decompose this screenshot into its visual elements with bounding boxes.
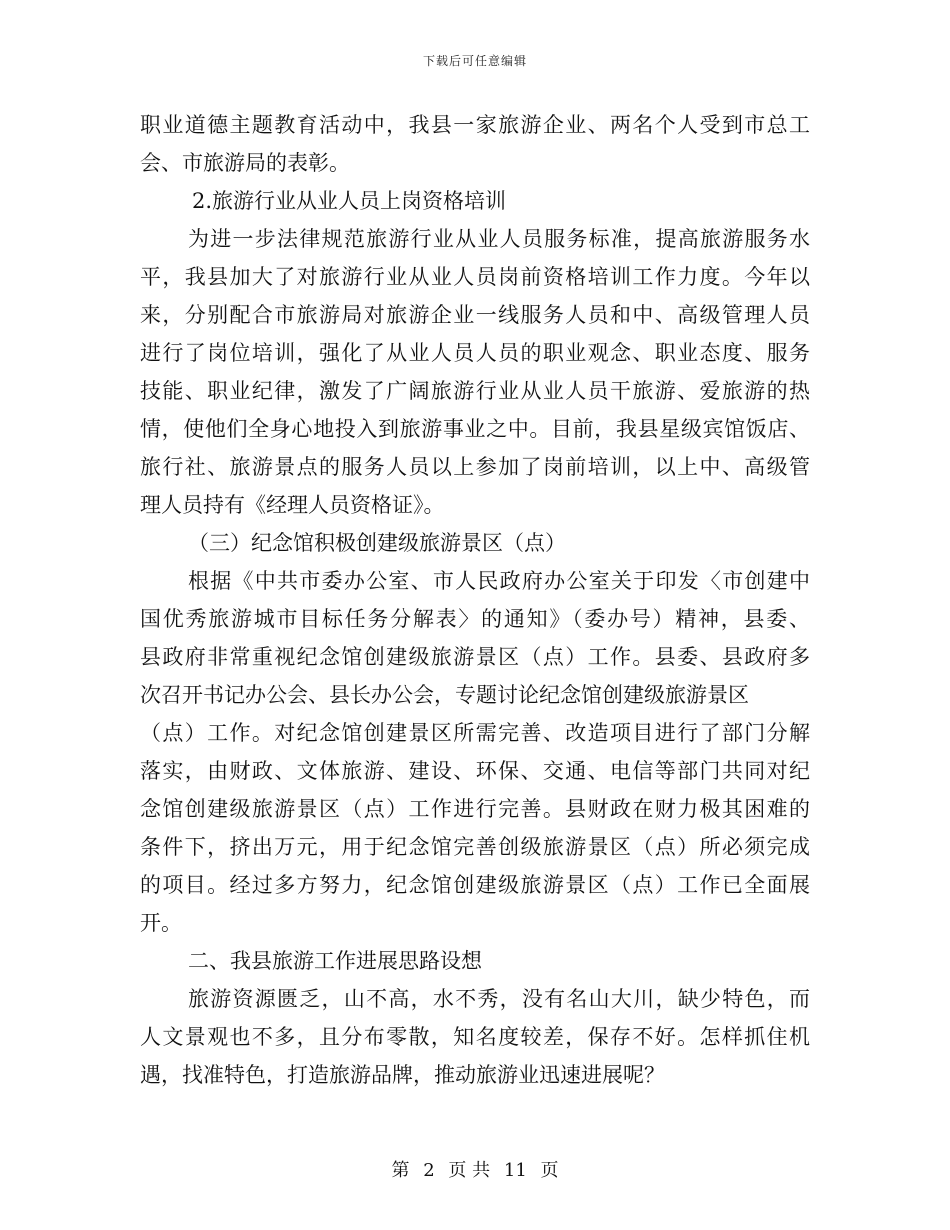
body-line: 技能、职业纪律，激发了广阔旅游行业从业人员干旅游、爱旅游的热 — [140, 379, 810, 403]
current-page-number: 2 — [423, 1160, 435, 1181]
body-line: 条件下，挤出万元，用于纪念馆完善创级旅游景区（点）所必须完成 — [140, 835, 810, 859]
section-heading: 2.旅游行业从业人员上岗资格培训 — [192, 189, 507, 213]
body-line: 人文景观也不多，且分布零散，知名度较差，保存不好。怎样抓住机 — [140, 1025, 810, 1049]
body-line: 情，使他们全身心地投入到旅游事业之中。目前，我县星级宾馆饭店、 — [140, 417, 810, 441]
section-heading: 二、我县旅游工作进展思路设想 — [188, 949, 482, 973]
page-footer — [0, 1156, 950, 1182]
body-line: 落实，由财政、文体旅游、建设、环保、交通、电信等部门共同对纪 — [140, 759, 810, 783]
body-line: 遇，找准特色，打造旅游品牌，推动旅游业迅速进展呢？ — [140, 1063, 665, 1087]
body-line: 平，我县加大了对旅游行业从业人员岗前资格培训工作力度。今年以 — [140, 265, 810, 289]
body-line: 来，分别配合市旅游局对旅游企业一线服务人员和中、高级管理人员 — [140, 303, 810, 327]
body-line: 职业道德主题教育活动中，我县一家旅游企业、两名个人受到市总工 — [140, 113, 810, 137]
body-line: 旅行社、旅游景点的服务人员以上参加了岗前培训，以上中、高级管 — [140, 455, 810, 479]
document-body — [140, 106, 810, 1094]
footer-middle: 页 共 — [448, 1160, 491, 1181]
body-line: 旅游资源匮乏，山不高，水不秀，没有名山大川，缺少特色，而 — [188, 987, 810, 1011]
body-line: 的项目。经过多方努力，纪念馆创建级旅游景区（点）工作已全面展 — [140, 873, 810, 897]
body-line: 进行了岗位培训，强化了从业人员人员的职业观念、职业态度、服务 — [140, 341, 810, 365]
body-line: 为进一步法律规范旅游行业从业人员服务标准，提高旅游服务水 — [188, 227, 810, 251]
body-line: 会、市旅游局的表彰。 — [140, 151, 350, 175]
page-header: 下载后可任意编辑 — [422, 54, 527, 68]
footer-prefix: 第 — [391, 1160, 410, 1181]
body-line: 次召开书记办公会、县长办公会，专题讨论纪念馆创建级旅游景区 — [140, 683, 749, 707]
body-line: （点）工作。对纪念馆创建景区所需完善、改造项目进行了部门分解 — [140, 721, 810, 745]
body-line: 开。 — [140, 911, 182, 935]
footer-suffix: 页 — [540, 1160, 559, 1181]
body-line: 理人员持有《经理人员资格证》。 — [140, 493, 445, 517]
body-line: 根据《中共市委办公室、市人民政府办公室关于印发〈市创建中 — [188, 569, 810, 593]
body-line: 国优秀旅游城市目标任务分解表〉的通知》（委办号）精神，县委、 — [140, 607, 810, 631]
total-page-count: 11 — [503, 1160, 527, 1181]
section-heading: （三）纪念馆积极创建级旅游景区（点） — [188, 531, 566, 555]
body-line: 念馆创建级旅游景区（点）工作进行完善。县财政在财力极其困难的 — [140, 797, 810, 821]
body-line: 县政府非常重视纪念馆创建级旅游景区（点）工作。县委、县政府多 — [140, 645, 810, 669]
